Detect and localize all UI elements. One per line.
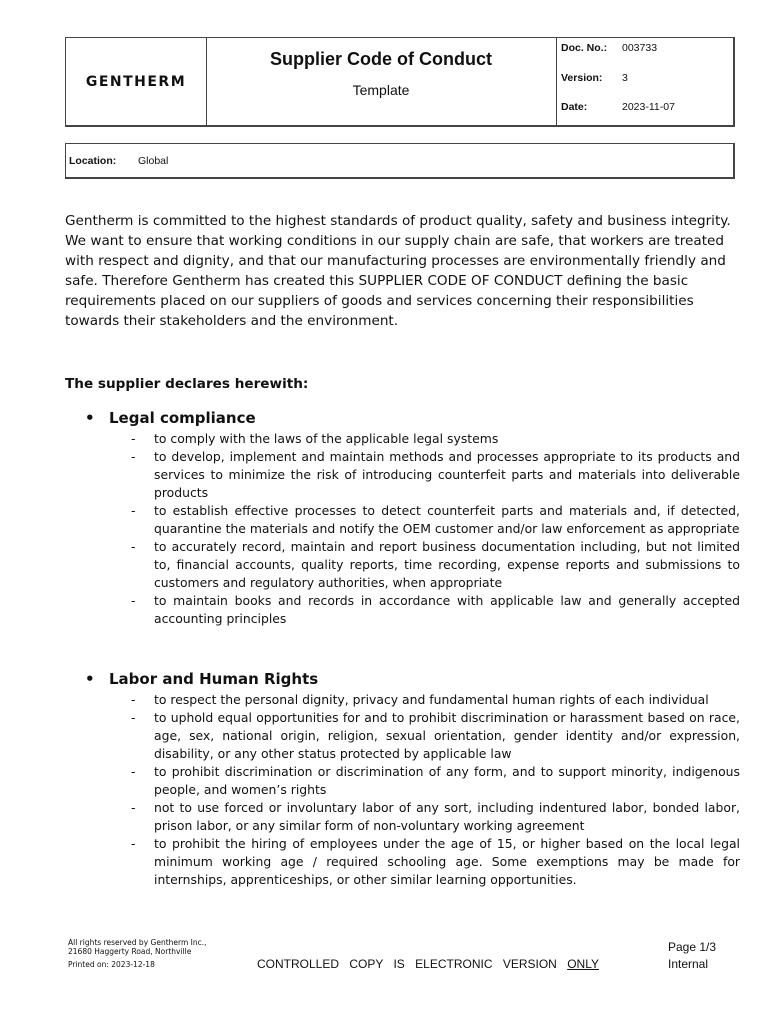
list-item: - to uphold equal opportunities for and to prohibit discrimination or harassment based on race, age, sex, national origin, religion, sexual orientation, gender identity and/or expression, disability, or any other status protected by applicable law (131, 710, 740, 761)
header-table (65, 37, 735, 127)
list-item-text: to develop, implement and maintain methods and processes appropriate to its products and services to minimize the risk of introducing counterfeit parts and materials into deliverable products (154, 449, 740, 500)
list-item-text: to respect the personal dignity, privacy and fundamental human rights of each individual (154, 692, 709, 707)
location-box (65, 143, 735, 179)
section-heading (85, 670, 740, 688)
section-heading (85, 409, 740, 427)
footer-printed-date: Printed on: 2023-12-18 (68, 960, 155, 969)
date-row (561, 101, 675, 113)
declares-heading: The supplier declares herewith: (65, 376, 309, 392)
doc-no-value: 003733 (622, 42, 658, 54)
list-item: - to comply with the laws of the applicable legal systems (131, 431, 499, 446)
list-item: - to prohibit discrimination or discrimination of any form, and to support minority, indigenous people, and women’s rights (131, 764, 740, 797)
list-item-text: to comply with the laws of the applicable legal systems (154, 431, 499, 446)
list-item-text: not to use forced or involuntary labor of any sort, including indentured labor, bonded labor, prison labor, or any similar form of non-voluntary working agreement (154, 800, 740, 833)
list-item: - to respect the personal dignity, privacy and fundamental human rights of each individual (131, 692, 709, 707)
date-label: Date: (561, 101, 588, 113)
footer-page-number: Page 1/3 (668, 940, 717, 954)
intro-paragraph: Gentherm is committed to the highest standards of product quality, safety and business integrity. We want to ensure that working conditions in our supply chain are safe, that workers are treated with respect and dignity, and that our manufacturing processes are environmentally friendly and safe. Therefore Gentherm has created this SUPPLIER CODE OF CONDUCT defining the basic requirements placed on our suppliers of goods and services concerning their responsibilities towards their stakeholders and the environment. (65, 213, 731, 329)
version-label: Version: (561, 72, 603, 84)
version-value: 3 (622, 72, 628, 84)
doc-no-row (561, 42, 657, 54)
document-title: Supplier Code of Conduct (270, 49, 492, 69)
list-item: - to prohibit the hiring of employees under the age of 15, or higher based on the local legal minimum working age / required schooling age. Some exemptions may be made for internships, apprenticeships, or other similar learning opportunities. (131, 836, 740, 887)
list-item-text: to accurately record, maintain and report business documentation including, but not limited to, financial accounts, quality reports, time recording, expense reports and submissions to customers and regulatory authorities, when appropriate (154, 539, 740, 590)
bullet-icon: • (85, 670, 95, 688)
list-item-text: to establish effective processes to detect counterfeit parts and materials and, if detected, quarantine the materials and notify the OEM customer and/or law enforcement as appropriate (154, 503, 740, 536)
list-item-text: to prohibit the hiring of employees under the age of 15, or higher based on the local legal minimum working age / required schooling age. Some exemptions may be made for internships, apprenticeships, or other similar learning opportunities. (154, 836, 740, 887)
location-label: Location: (69, 155, 117, 167)
footer-controlled-copy (257, 957, 599, 971)
gentherm-logo: GENTHERM (66, 38, 207, 125)
list-item: - to maintain books and records in accordance with applicable law and generally accepted accounting principles (131, 593, 740, 626)
version-row (561, 72, 628, 84)
location-value: Global (138, 155, 169, 167)
section-labor-human-rights (85, 670, 740, 889)
bullet-icon: • (85, 409, 95, 427)
section-legal-compliance (85, 409, 740, 628)
list-item-text: to uphold equal opportunities for and to prohibit discrimination or harassment based on race, age, sex, national origin, religion, sexual orientation, gender identity and/or expression, disability, or any other status protected by applicable law (154, 710, 740, 761)
footer-classification: Internal (668, 957, 709, 971)
document-subtitle: Template (352, 82, 410, 98)
list-item-text: to prohibit discrimination or discrimination of any form, and to support minority, indigenous people, and women’s rights (154, 764, 740, 797)
document-meta (556, 38, 737, 125)
list-item-text: to maintain books and records in accordance with applicable law and generally accepted accounting principles (154, 593, 740, 626)
list-item: - not to use forced or involuntary labor of any sort, including indentured labor, bonded labor, prison labor, or any similar form of non-voluntary working agreement (131, 800, 740, 833)
date-value: 2023-11-07 (622, 101, 675, 113)
footer-rights-line2: 21680 Haggerty Road, Northville (68, 947, 192, 956)
section-heading-text: Legal compliance (109, 409, 256, 427)
list-item: - to accurately record, maintain and report business documentation including, but not limited to, financial accounts, quality reports, time recording, expense reports and submissions to customers and regulatory authorities, when appropriate (131, 539, 740, 590)
section-heading-text: Labor and Human Rights (109, 670, 319, 688)
footer-rights-line1: All rights reserved by Gentherm Inc., (68, 938, 207, 947)
doc-no-label: Doc. No.: (561, 42, 608, 54)
only-text: ONLY (567, 957, 599, 971)
title-cell (206, 38, 556, 125)
list-item: - to develop, implement and maintain methods and processes appropriate to its products and services to minimize the risk of introducing counterfeit parts and materials into deliverable products (131, 449, 740, 500)
list-item: - to establish effective processes to detect counterfeit parts and materials and, if detected, quarantine the materials and notify the OEM customer and/or law enforcement as appropriate (131, 503, 740, 536)
controlled-copy-text: CONTROLLED COPY IS ELECTRONIC VERSION (257, 957, 557, 971)
